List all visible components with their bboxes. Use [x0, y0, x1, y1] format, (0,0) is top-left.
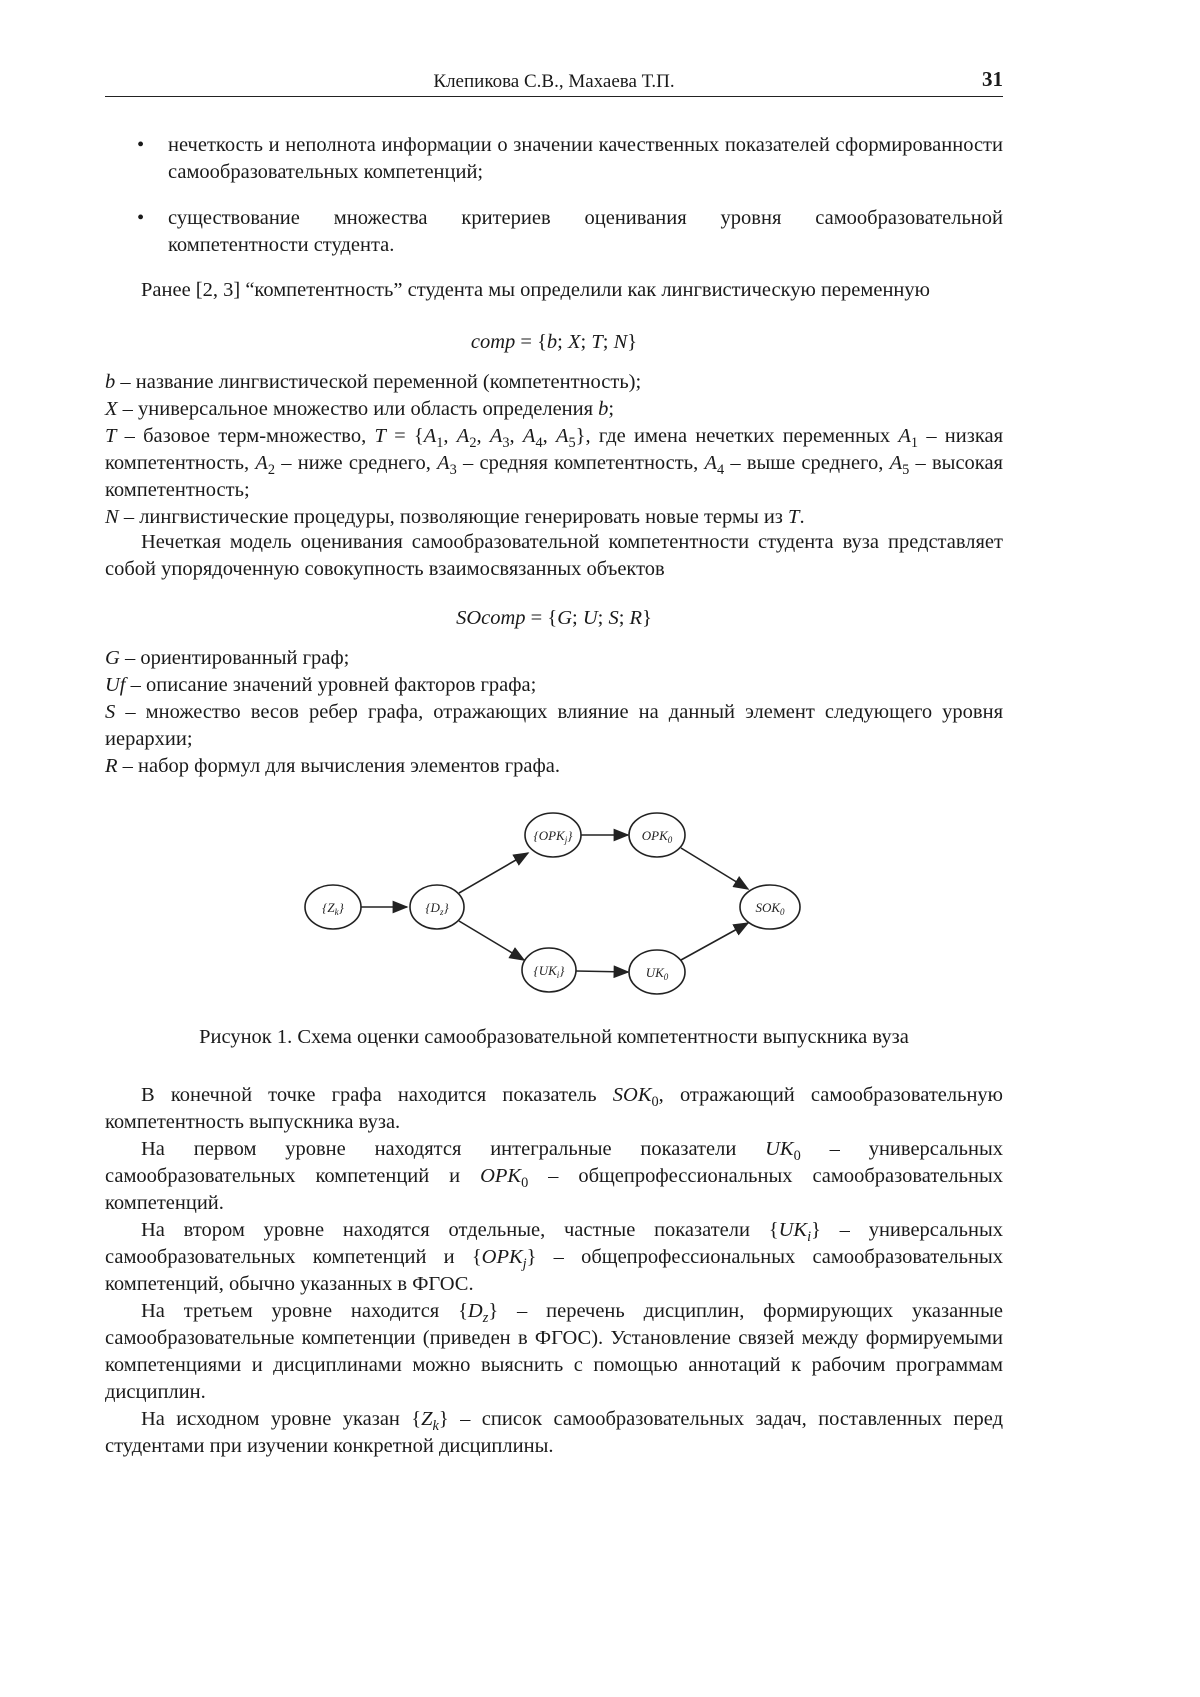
math-symbol: Zk	[421, 1408, 439, 1430]
paragraph: На первом уровне находятся интегральные показатели UK0 – универсальных самообразовательных компетенций и OPK0 – общепрофессиональных самообразовательных компетенций.	[105, 1136, 1003, 1217]
definition: X – универсальное множество или область определения b;	[105, 396, 1003, 423]
math-symbol: A3	[437, 452, 457, 474]
math-symbol: S	[608, 607, 618, 629]
definition: T – базовое терм-множество, T = {A1, A2, A3, A4, A5}, где имена нечетких переменных A1 – низкая компетентность, A2 – ниже среднего, A3 – средняя компетентность, A4 – выше среднего, A5 – высокая компетентность;	[105, 423, 1003, 504]
math-symbol: G	[105, 647, 120, 669]
formula-comp: comp = {b; X; T; N}	[105, 329, 1003, 356]
definition: b – название лингвистической переменной (компетентность);	[105, 369, 1003, 396]
edge	[459, 853, 528, 893]
edge	[459, 921, 524, 960]
math-symbol: S	[105, 701, 115, 723]
math-symbol: A5	[556, 425, 576, 447]
math-symbol: X	[568, 331, 581, 353]
math-symbol: A4	[704, 452, 724, 474]
node-label: {Zk}	[322, 900, 344, 917]
math-symbol: T	[105, 425, 116, 447]
math-symbol: X	[105, 398, 118, 420]
math-symbol: T	[788, 506, 799, 528]
math-symbol: A2	[457, 425, 477, 447]
bullet-text: существование множества критериев оценивания уровня самообразовательной компетентности студента.	[137, 205, 1003, 259]
math-symbol: UK0	[765, 1138, 801, 1160]
math-symbol: U	[583, 607, 598, 629]
math-symbol: b	[105, 371, 115, 393]
formula-socomp: SOcomp = {G; U; S; R}	[105, 605, 1003, 632]
bullet-icon: •	[137, 205, 144, 232]
math-symbol: SOK0	[613, 1084, 659, 1106]
edge	[681, 923, 748, 960]
math-symbol: OPKj	[482, 1246, 527, 1268]
definition: R – набор формул для вычисления элементов графа.	[105, 753, 1003, 780]
math-symbol: A1	[898, 425, 918, 447]
figure-caption: Рисунок 1. Схема оценки самообразовательной компетентности выпускника вуза	[105, 1024, 1003, 1051]
math-symbol: N	[105, 506, 119, 528]
paragraph: На втором уровне находятся отдельные, частные показатели {UKi} – универсальных самообразовательных компетенций и {OPKj} – общепрофессиональных самообразовательных компетенций, обычно указанных в ФГОС.	[105, 1217, 1003, 1298]
paragraph: Ранее [2, 3] “компетентность” студента мы определили как лингвистическую переменную	[105, 277, 1003, 304]
math-symbol: Dz	[468, 1300, 488, 1322]
node-label: OPK0	[642, 828, 673, 845]
final-paragraphs	[105, 1082, 1003, 1460]
header-authors: Клепикова С.В., Махаева Т.П.	[105, 68, 1003, 95]
math-symbol: T	[374, 425, 385, 447]
node-label: {UKi}	[534, 963, 566, 980]
definition: G – ориентированный граф;	[105, 645, 1003, 672]
math-symbol: R	[630, 607, 643, 629]
edge	[576, 971, 628, 972]
node-label: SOK0	[755, 900, 785, 917]
math-symbol: A5	[890, 452, 910, 474]
math-symbol: G	[557, 607, 572, 629]
math-symbol: A2	[255, 452, 275, 474]
math-symbol: T	[591, 331, 602, 353]
math-symbol: OPK0	[480, 1165, 528, 1187]
math-symbol: R	[105, 755, 118, 777]
math-symbol: A4	[523, 425, 543, 447]
bullet-icon: •	[137, 132, 144, 159]
math-symbol: A3	[490, 425, 510, 447]
math-symbol: comp	[471, 331, 515, 353]
definition: N – лингвистические процедуры, позволяющие генерировать новые термы из T.	[105, 504, 1003, 531]
math-symbol: UKi	[779, 1219, 811, 1241]
math-symbol: b	[547, 331, 557, 353]
node-label: {Dz}	[425, 900, 449, 917]
node-label: {OPKj}	[534, 828, 574, 845]
paragraph: В конечной точке графа находится показатель SOK0, отражающий самообразовательную компетентность выпускника вуза.	[105, 1082, 1003, 1136]
math-symbol: N	[614, 331, 628, 353]
bullet-text: нечеткость и неполнота информации о значении качественных показателей сформированности самообразовательных компетенций;	[137, 132, 1003, 186]
math-symbol: A1	[424, 425, 444, 447]
paragraph: Нечеткая модель оценивания самообразовательной компетентности студента вуза представляет собой упорядоченную совокупность взаимосвязанных объектов	[105, 529, 1003, 583]
definition: Uf – описание значений уровней факторов графа;	[105, 672, 1003, 699]
page-number: 31	[982, 66, 1003, 93]
definition: S – множество весов ребер графа, отражающих влияние на данный элемент следующего уровня иерархии;	[105, 699, 1003, 753]
paragraph: На исходном уровне указан {Zk} – список самообразовательных задач, поставленных перед студентами при изучении конкретной дисциплины.	[105, 1406, 1003, 1460]
edge	[681, 848, 748, 889]
node-label: UK0	[646, 965, 669, 982]
math-symbol: Uf	[105, 674, 126, 696]
math-symbol: b	[598, 398, 608, 420]
paragraph: На третьем уровне находится {Dz} – перечень дисциплин, формирующих указанные самообразовательные компетенции (приведен в ФГОС). Установление связей между формируемыми компетенциями и дисциплинами можно выяснить с помощью аннотаций к рабочим программам дисциплин.	[105, 1298, 1003, 1406]
math-symbol: SOcomp	[456, 607, 525, 629]
